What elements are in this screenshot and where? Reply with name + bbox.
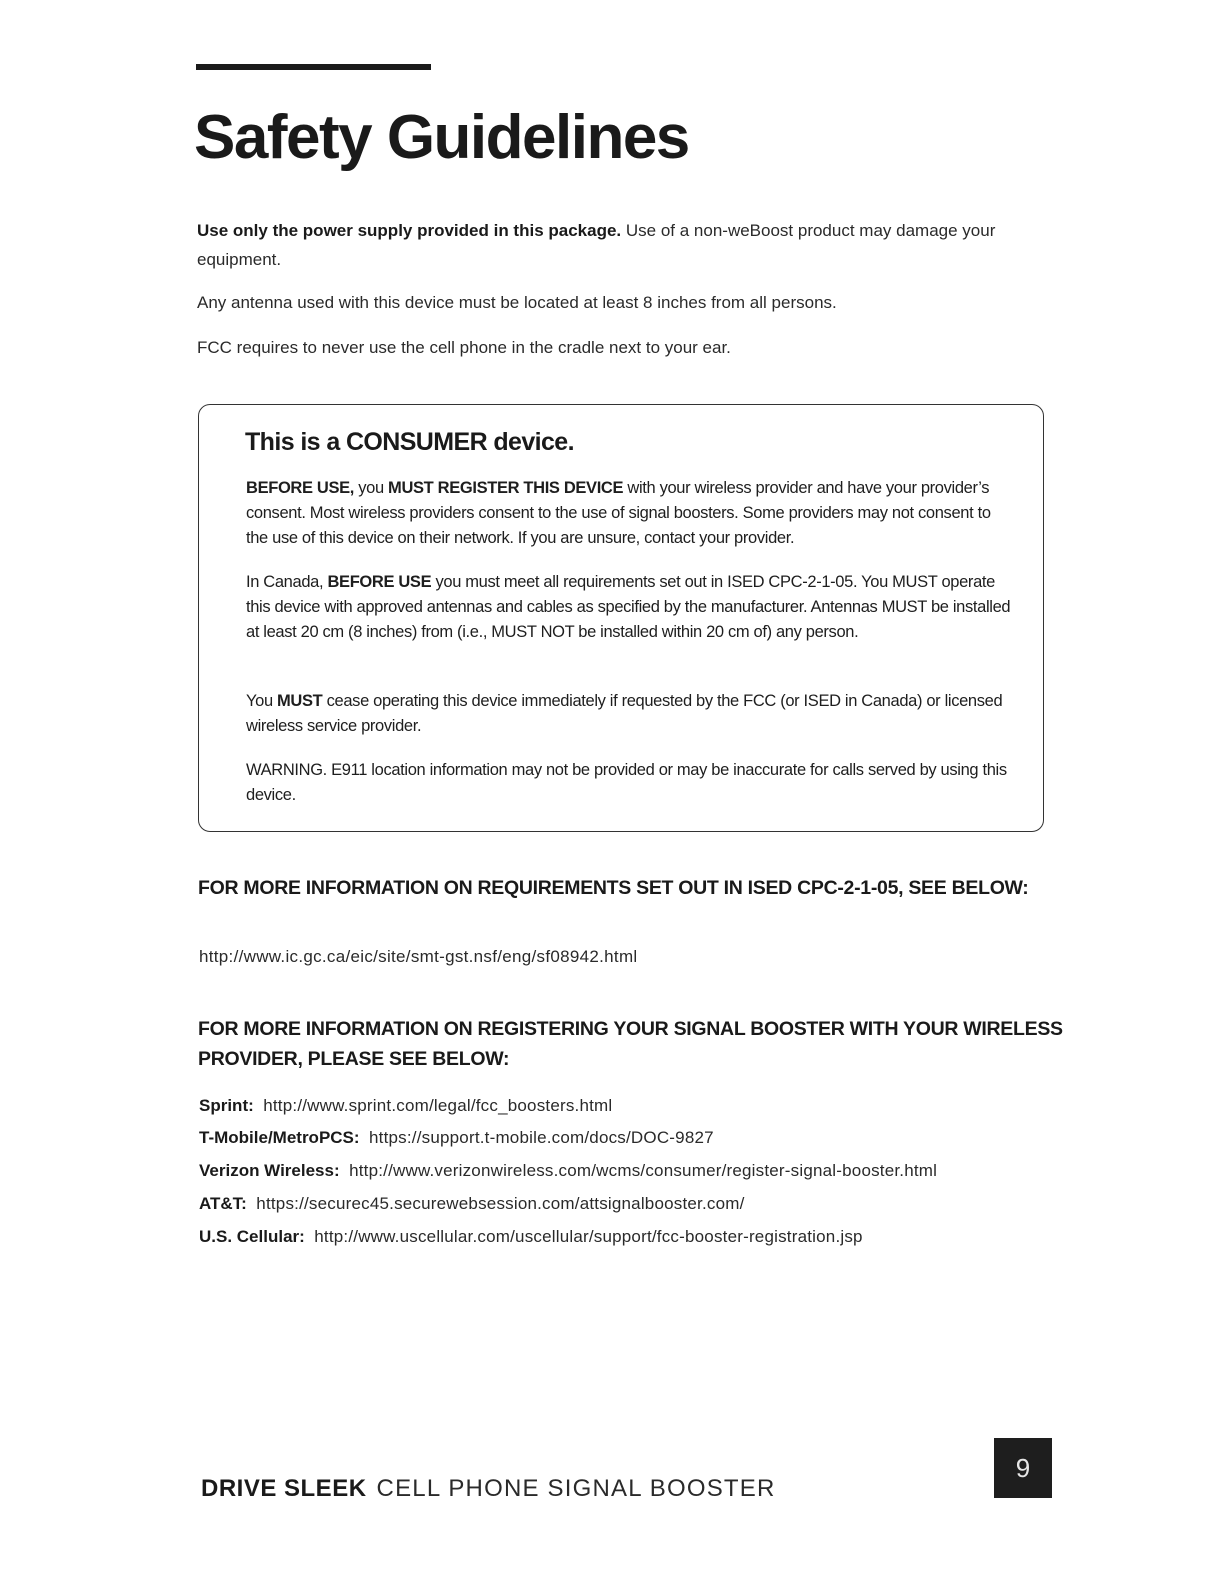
provider-url[interactable]: https://securec45.securewebsession.com/attsignalbooster.com/	[256, 1194, 745, 1213]
page-footer	[201, 1475, 776, 1503]
notice-warning-paragraph: WARNING. E911 location information may not be provided or may be inaccurate for calls served by using this device.	[246, 761, 1007, 804]
ised-info-heading: FOR MORE INFORMATION ON REQUIREMENTS SET OUT IN ISED CPC-2-1-05, SEE BELOW:	[198, 877, 1029, 899]
provider-name: Sprint:	[199, 1096, 254, 1115]
notice-text: You	[246, 692, 278, 710]
provider-url[interactable]: http://www.sprint.com/legal/fcc_boosters.html	[263, 1096, 613, 1115]
power-supply-text: Use of a non-weBoost product may damage your equipment.	[197, 221, 996, 269]
ised-info-url[interactable]: http://www.ic.gc.ca/eic/site/smt-gst.nsf/eng/sf08942.html	[199, 947, 638, 966]
provider-row-tmobile	[199, 1128, 714, 1148]
antenna-distance-note: Any antenna used with this device must be located at least 8 inches from all persons.	[197, 293, 837, 312]
notice-canada-paragraph	[246, 570, 1016, 645]
notice-register-paragraph	[246, 476, 1016, 551]
provider-name: Verizon Wireless:	[199, 1161, 340, 1180]
page-number: 9	[994, 1438, 1052, 1498]
notice-must-register-bold: MUST REGISTER THIS DEVICE	[388, 479, 624, 497]
provider-url[interactable]: http://www.verizonwireless.com/wcms/consumer/register-signal-booster.html	[349, 1161, 938, 1180]
footer-product: CELL PHONE SIGNAL BOOSTER	[376, 1475, 776, 1502]
page-title: Safety Guidelines	[194, 103, 689, 172]
cradle-note: FCC requires to never use the cell phone in the cradle next to your ear.	[197, 338, 731, 357]
notice-text: In Canada,	[246, 573, 328, 591]
provider-url[interactable]: https://support.t-mobile.com/docs/DOC-9827	[369, 1128, 714, 1147]
provider-row-verizon	[199, 1161, 937, 1181]
registration-heading: FOR MORE INFORMATION ON REGISTERING YOUR SIGNAL BOOSTER WITH YOUR WIRELESS PROVIDER, PLEASE SEE BELOW:	[198, 1018, 1063, 1070]
provider-name: T-Mobile/MetroPCS:	[199, 1128, 360, 1147]
provider-row-att	[199, 1194, 745, 1214]
provider-name: AT&T:	[199, 1194, 247, 1213]
provider-url[interactable]: http://www.uscellular.com/uscellular/support/fcc-booster-registration.jsp	[314, 1227, 863, 1246]
provider-row-uscellular	[199, 1227, 863, 1247]
power-supply-note	[197, 216, 1037, 274]
notice-text: cease operating this device immediately if requested by the FCC (or ISED in Canada) or licensed wireless service provider.	[246, 692, 1003, 735]
notice-before-use-bold: BEFORE USE	[327, 573, 432, 591]
title-rule	[196, 64, 431, 70]
consumer-notice-title: This is a CONSUMER device.	[245, 428, 574, 456]
provider-name: U.S. Cellular:	[199, 1227, 305, 1246]
notice-cease-paragraph	[246, 689, 1016, 739]
notice-must-bold: MUST	[277, 692, 323, 710]
provider-row-sprint	[199, 1096, 612, 1116]
notice-text: you	[354, 479, 389, 497]
power-supply-lead: Use only the power supply provided in this package.	[197, 221, 622, 240]
notice-text: you must meet all requirements set out in ISED CPC-2-1-05. You MUST operate this device with approved antennas and cables as specified by the manufacturer. Antennas MUST be installed at least 20 cm (8 inches) from (i.e., MUST NOT be installed within 20 cm of) any person.	[246, 573, 1011, 641]
notice-before-use-bold: BEFORE USE,	[246, 479, 355, 497]
footer-brand: DRIVE SLEEK	[201, 1475, 367, 1502]
notice-text: with your wireless provider and have your provider’s consent. Most wireless providers consent to the use of signal boosters. Some providers may not consent to the use of this device on their network. If you are unsure, contact your provider.	[246, 479, 991, 547]
